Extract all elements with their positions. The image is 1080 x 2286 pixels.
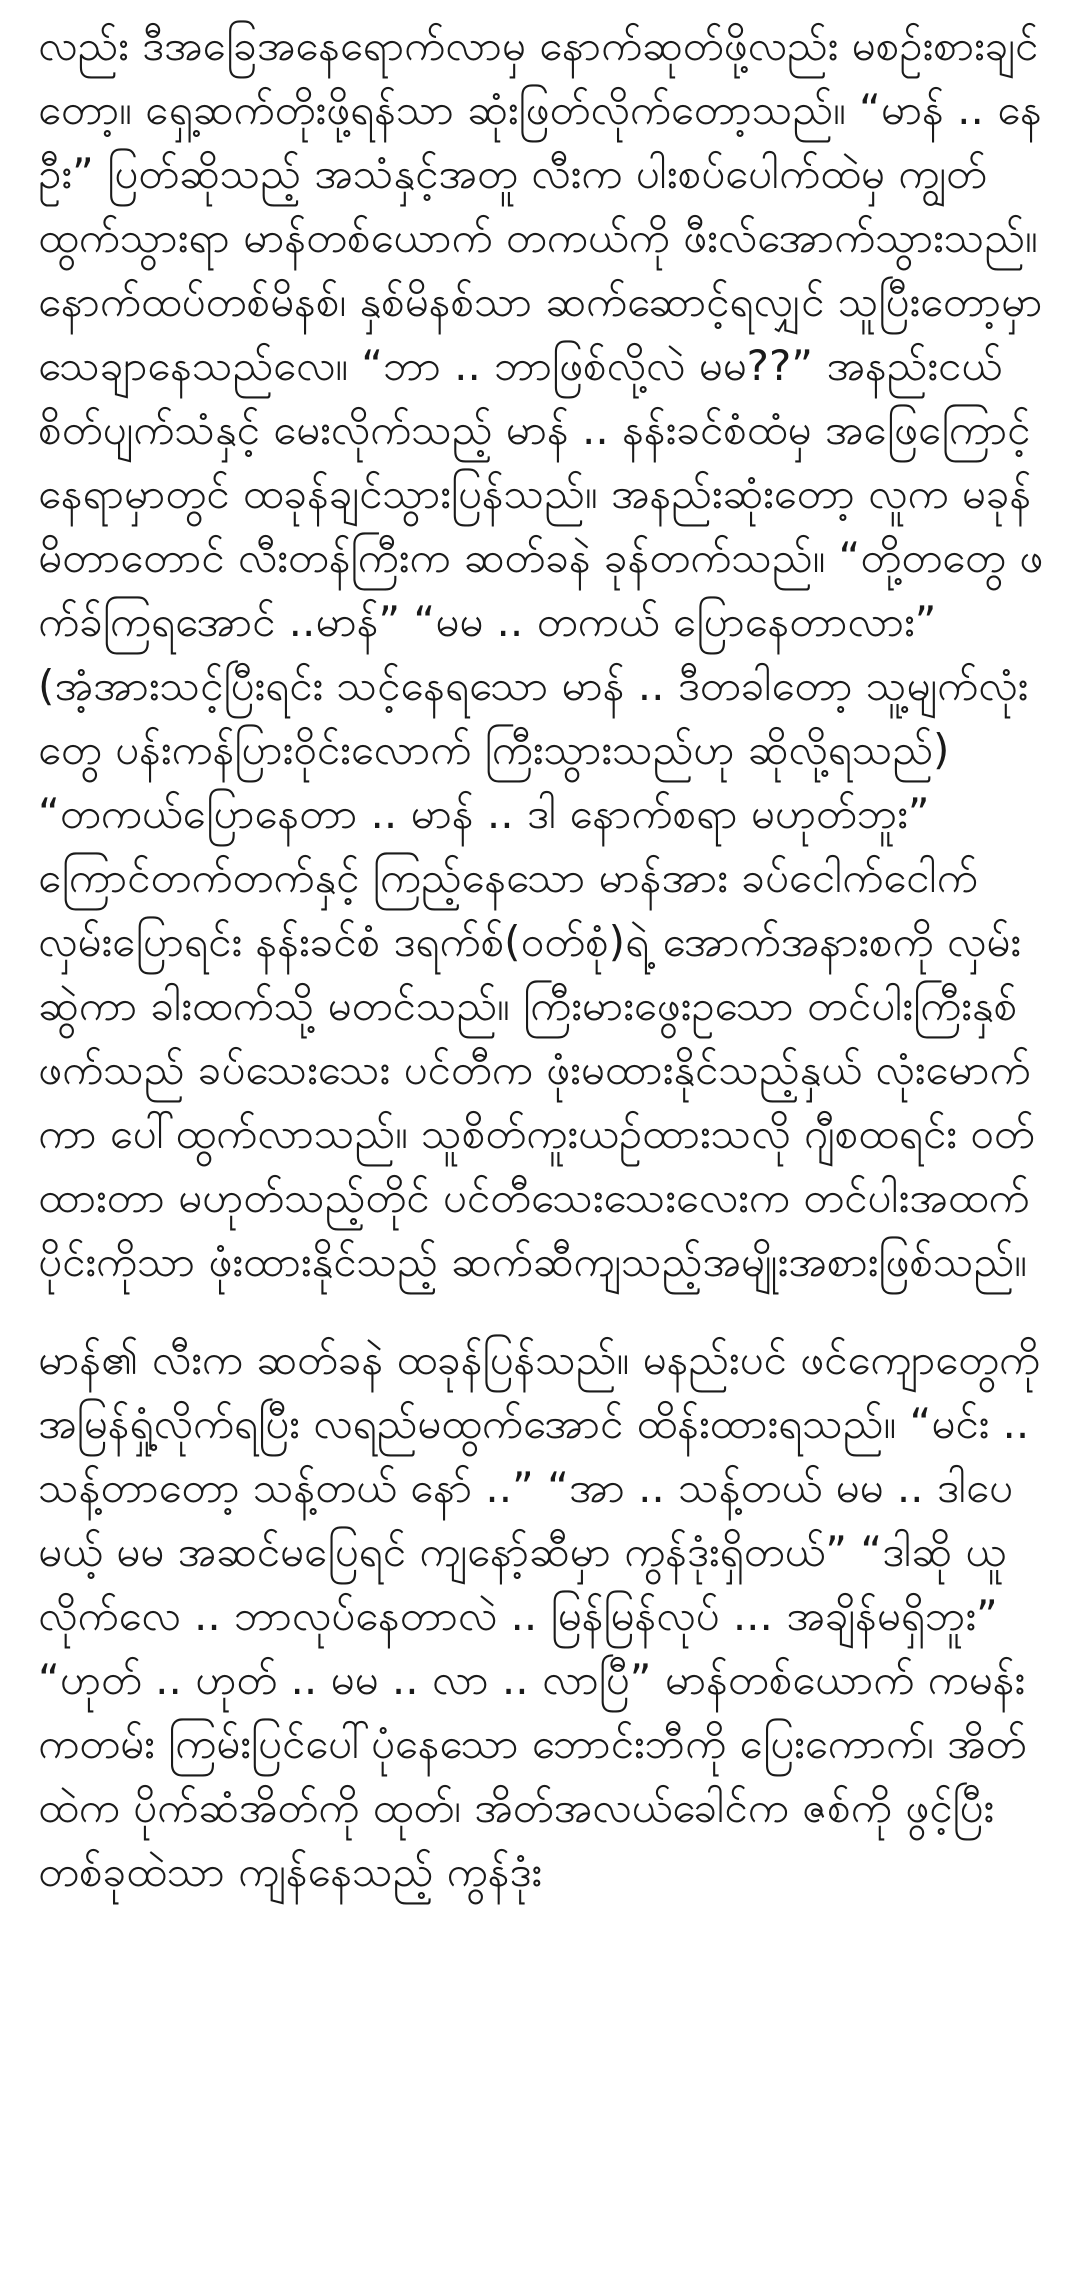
story-paragraph-1: လည်း ဒီအခြေအနေရောက်လာမှ နောက်ဆုတ်ဖို့လည်း မစဉ်းစားချင်တော့။ ရှေ့ဆက်တိုးဖို့ရန်သာ ဆုံးဖြတ်လိုက်တော့သည်။ “မာန် .. နေဦး” ပြတ်ဆိုသည့် အသံနှင့်အတူ လီးက ပါးစပ်ပေါက်ထဲမှ ကျွတ်ထွက်သွားရာ မာန်တစ်ယောက် တကယ်ကို ဖီးလ်အောက်သွားသည်။ နောက်ထပ်တစ်မိနစ်၊ နှစ်မိနစ်သာ ဆက်ဆောင့်ရလျှင် သူပြီးတော့မှာ သေချာနေသည်လေ။ “ဘာ .. ဘာဖြစ်လို့လဲ မမ??” အနည်းငယ် စိတ်ပျက်သံနှင့် မေးလိုက်သည့် မာန် .. နန်းခင်စံထံမှ အဖြေကြောင့် နေရာမှာတွင် ထခုန်ချင်သွားပြန်သည်။ အနည်းဆုံးတော့ လူက မခုန်မိတာတောင် လီးတန်ကြီးက ဆတ်ခနဲ ခုန်တက်သည်။ “တို့တတွေ ဖက်ခ်ကြရအောင် ..မာန်” “မမ .. တကယ် ပြောနေတာလား” (အံ့အားသင့်ပြီးရင်း သင့်နေရသော မာန် .. ဒီတခါတော့ သူ့မျက်လုံးတွေ ပန်းကန်ပြားဝိုင်းလောက် ကြီးသွားသည်ဟု ဆိုလို့ရသည်) “တကယ်ပြောနေတာ .. မာန် .. ဒါ နောက်စရာ မဟုတ်ဘူး” ကြောင်တက်တက်နှင့် ကြည့်နေသော မာန်အား ခပ်ငေါက်ငေါက်လှမ်းပြောရင်း နန်းခင်စံ ဒရက်စ်(ဝတ်စုံ)ရဲ့ အောက်အနားစကို လှမ်းဆွဲကာ ခါးထက်သို့ မတင်သည်။ ကြီးမားဖွေးဥသော တင်ပါးကြီးနှစ်ဖက်သည် ခပ်သေးသေး ပင်တီက ဖုံးမထားနိုင်သည့်နှယ် လုံးမောက်ကာ ပေါ်ထွက်လာသည်။ သူစိတ်ကူးယဉ်ထားသလို ဂျီစထရင်း ဝတ်ထားတာ မဟုတ်သည့်တိုင် ပင်တီသေးသေးလေးက တင်ပါးအထက်ပိုင်းကိုသာ ဖုံးထားနိုင်သည့် ဆက်ဆီကျသည့်အမျိုးအစားဖြစ်သည်။ (38, 21, 1044, 1286)
story-paragraph-2: မာန်၏ လီးက ဆတ်ခနဲ ထခုန်ပြန်သည်။ မနည်းပင် ဖင်ကျောတွေကို အမြန်ရှုံ့လိုက်ရပြီး လရည်မထွက်အောင် ထိန်းထားရသည်။ “မင်း .. သန့်တာတော့ သန့်တယ် နော် ..” “အာ .. သန့်တယ် မမ .. ဒါပေမယ့် မမ အဆင်မပြေရင် ကျနော့်ဆီမှာ ကွန်ဒုံးရှိတယ်” “ဒါဆို ယူလိုက်လေ .. ဘာလုပ်နေတာလဲ .. မြန်မြန်လုပ် ... အချိန်မရှိဘူး” “ဟုတ် .. ဟုတ် .. မမ .. လာ .. လာပြီ” မာန်တစ်ယောက် ကမန်းကတမ်း ကြမ်းပြင်ပေါ်ပုံနေသော ဘောင်းဘီကို ပြေးကောက်၊ အိတ်ထဲက ပိုက်ဆံအိတ်ကို ထုတ်၊ အိတ်အလယ်ခေါင်က ဇစ်ကို ဖွင့်ပြီး တစ်ခုထဲသာ ကျန်နေသည့် ကွန်ဒုံး (38, 1335, 1040, 1896)
